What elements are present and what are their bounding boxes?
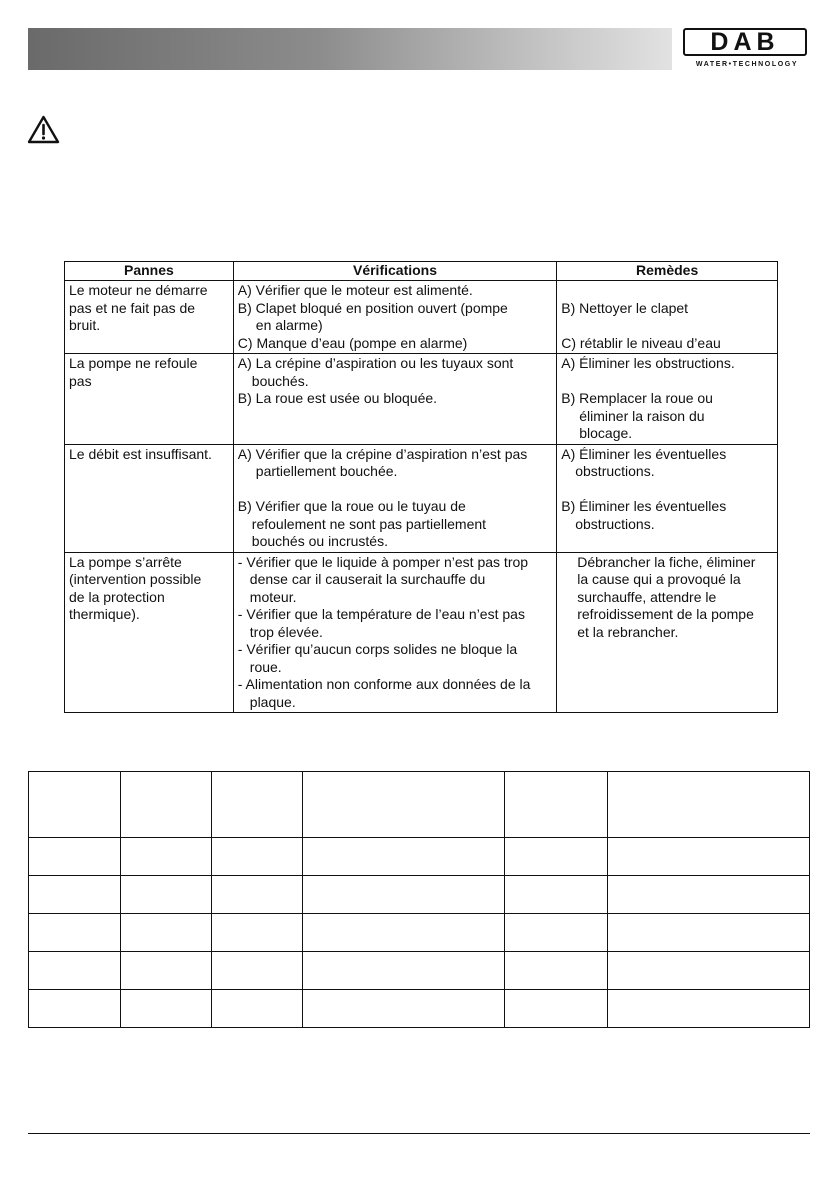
check-text: B) Clapet bloqué en position ouvert (pompe [237, 299, 508, 316]
remedy-text: Débrancher la fiche, éliminer [577, 553, 756, 570]
table-cell [302, 990, 505, 1028]
fault-text: bruit. [69, 317, 101, 333]
check-text: - Vérifier qu’aucun corps solides ne bloque la [237, 641, 518, 657]
header-bar [28, 28, 672, 70]
fault-text: Le débit est insuffisant. [69, 445, 212, 462]
remedy-text: C) rétablir le niveau d’eau [561, 334, 721, 351]
fault-text: La pompe ne refoule [69, 355, 198, 371]
logo-subtitle: WATER•TECHNOLOGY [695, 61, 799, 68]
table-header-row [65, 262, 778, 281]
table-cell [120, 838, 211, 876]
logo-text: DAB [683, 28, 807, 56]
check-text: moteur. [249, 588, 297, 605]
table-cell [608, 772, 810, 838]
table-row [29, 838, 810, 876]
table-cell [120, 914, 211, 952]
fault-text: thermique). [69, 606, 140, 622]
checks-cell [233, 444, 556, 552]
check-text: B) Vérifier que la roue ou le tuyau de [237, 498, 466, 514]
remedies-cell [557, 354, 778, 445]
table-row [65, 281, 778, 354]
checks-cell [233, 552, 556, 713]
fault-text: de la protection [69, 588, 165, 605]
remedies-cell [557, 444, 778, 552]
remedy-text: refroidissement de la pompe [577, 606, 754, 622]
fault-text: pas et ne fait pas de [69, 299, 196, 316]
check-text: A) Vérifier que le moteur est alimenté. [237, 282, 473, 298]
table-row [65, 552, 778, 713]
troubleshooting-table [64, 261, 778, 713]
check-text: A) Vérifier que la crépine d’aspiration n’est pas [237, 445, 528, 462]
table-row [29, 914, 810, 952]
table-row [29, 952, 810, 990]
table-cell [608, 914, 810, 952]
check-text: bouchés ou incrustés. [251, 533, 388, 549]
header-remedes: Remèdes [557, 262, 778, 281]
warning-triangle-icon [27, 115, 60, 144]
checks-cell [233, 354, 556, 445]
checks-cell [233, 281, 556, 354]
remedy-text: la cause qui a provoqué la [577, 571, 741, 587]
remedy-text: B) Remplacer la roue ou [561, 390, 713, 406]
remedy-text: surchauffe, attendre le [577, 588, 717, 605]
check-text: partiellement bouchée. [255, 463, 398, 479]
remedies-cell [557, 552, 778, 713]
remedy-text: A) Éliminer les éventuelles [561, 445, 727, 462]
fault-text: (intervention possible [69, 571, 202, 587]
table-cell [120, 952, 211, 990]
remedy-text: blocage. [579, 425, 633, 441]
check-text: A) La crépine d’aspiration ou les tuyaux sont [237, 355, 514, 371]
remedy-text: B) Éliminer les éventuelles [561, 498, 727, 514]
remedy-text: B) Nettoyer le clapet [561, 299, 689, 316]
table-cell [505, 952, 608, 990]
fault-cell [65, 444, 234, 552]
table-cell [505, 990, 608, 1028]
table-cell [608, 838, 810, 876]
table-row [65, 354, 778, 445]
check-text: refoulement ne sont pas partiellement [251, 515, 487, 532]
header-verifications: Vérifications [233, 262, 556, 281]
table-cell [211, 914, 302, 952]
check-text: roue. [249, 658, 282, 675]
check-text: trop élevée. [249, 623, 323, 640]
table-cell [120, 876, 211, 914]
fault-cell [65, 552, 234, 713]
table-cell [608, 876, 810, 914]
fault-cell [65, 281, 234, 354]
table-cell [302, 838, 505, 876]
table-cell [120, 990, 211, 1028]
table-cell [302, 876, 505, 914]
check-text: bouchés. [251, 372, 309, 389]
remedy-text: obstructions. [575, 515, 655, 532]
fault-text: Le moteur ne démarre [69, 282, 208, 298]
check-text: - Alimentation non conforme aux données de la [237, 676, 531, 692]
check-text: B) La roue est usée ou bloquée. [237, 390, 438, 406]
remedy-text: et la rebrancher. [577, 623, 679, 640]
check-text: plaque. [249, 693, 296, 710]
empty-grid-table [28, 771, 810, 1028]
table-cell [302, 952, 505, 990]
table-cell [29, 914, 121, 952]
table-cell [211, 952, 302, 990]
table-row [65, 444, 778, 552]
table-cell [505, 876, 608, 914]
check-text: C) Manque d’eau (pompe en alarme) [237, 334, 468, 351]
table-cell [608, 990, 810, 1028]
fault-text: pas [69, 372, 92, 389]
table-cell [211, 876, 302, 914]
table-row [29, 990, 810, 1028]
table-cell [211, 772, 302, 838]
remedy-text: éliminer la raison du [579, 407, 705, 424]
check-text: dense car il causerait la surchauffe du [249, 571, 486, 587]
table-cell [29, 772, 121, 838]
remedies-cell [557, 281, 778, 354]
check-text: en alarme) [255, 317, 323, 333]
header-pannes: Pannes [65, 262, 234, 281]
fault-cell [65, 354, 234, 445]
fault-text: La pompe s’arrête [69, 553, 182, 570]
table-cell [505, 914, 608, 952]
table-cell [302, 914, 505, 952]
table-cell [29, 876, 121, 914]
table-cell [120, 772, 211, 838]
table-cell [302, 772, 505, 838]
check-text: - Vérifier que la température de l’eau n’est pas [237, 606, 525, 622]
table-cell [211, 990, 302, 1028]
table-cell [211, 838, 302, 876]
table-cell [29, 838, 121, 876]
table-cell [505, 838, 608, 876]
table-cell [505, 772, 608, 838]
table-cell [29, 952, 121, 990]
remedy-text: A) Éliminer les obstructions. [561, 355, 735, 371]
check-text: - Vérifier que le liquide à pomper n’est pas trop [237, 553, 529, 570]
footer-divider [28, 1133, 810, 1134]
table-cell [608, 952, 810, 990]
table-cell [29, 990, 121, 1028]
table-row [29, 876, 810, 914]
table-row [29, 772, 810, 838]
dab-logo [683, 28, 811, 72]
remedy-text: obstructions. [575, 463, 655, 479]
